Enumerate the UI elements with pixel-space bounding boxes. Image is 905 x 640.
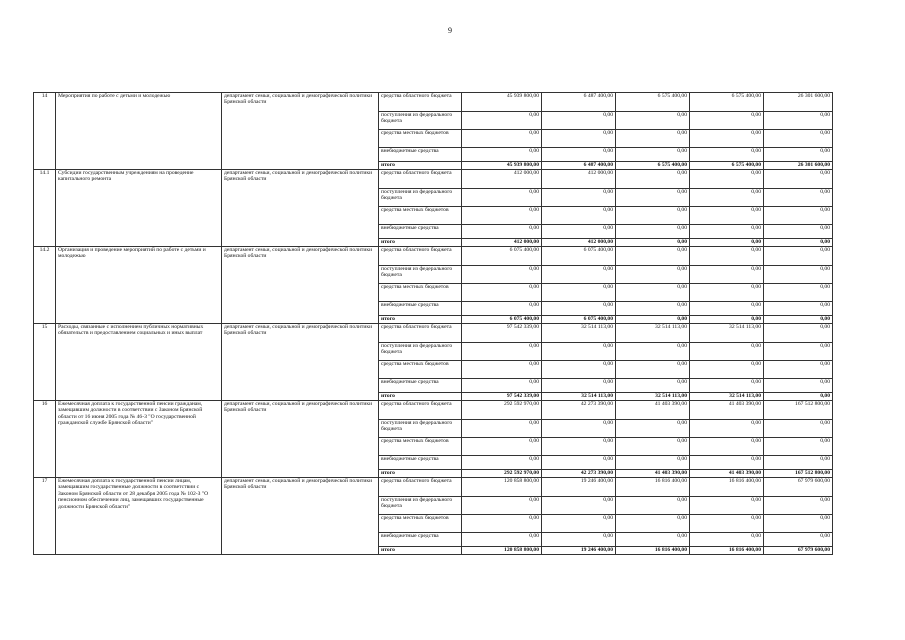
- amount-cell: 0,00: [542, 189, 616, 207]
- amount-cell: 41 403 390,00: [690, 470, 764, 478]
- amount-cell: 6 575 400,00: [616, 162, 690, 170]
- funding-source: средства местных бюджетов: [379, 361, 462, 379]
- amount-cell: 32 514 113,00: [616, 393, 690, 401]
- amount-cell: 0,00: [616, 515, 690, 533]
- row-number: 15: [34, 324, 56, 401]
- amount-cell: 19 246 400,00: [542, 478, 616, 497]
- amount-cell: 0,00: [462, 225, 542, 239]
- funding-source: средства областного бюджета: [379, 324, 462, 343]
- amount-cell: 0,00: [542, 302, 616, 316]
- amount-cell: 0,00: [690, 148, 764, 162]
- amount-cell: 0,00: [690, 247, 764, 266]
- amount-cell: 0,00: [764, 393, 833, 401]
- responsible-department: департамент семьи, социальной и демографической политики Брянской области: [222, 401, 379, 478]
- amount-cell: 0,00: [690, 420, 764, 438]
- amount-cell: 0,00: [542, 225, 616, 239]
- amount-cell: 0,00: [462, 148, 542, 162]
- amount-cell: 0,00: [690, 497, 764, 515]
- funding-source: итого: [379, 316, 462, 324]
- amount-cell: 292 592 970,00: [462, 470, 542, 478]
- funding-source: средства местных бюджетов: [379, 438, 462, 456]
- amount-cell: 0,00: [616, 438, 690, 456]
- amount-cell: 412 000,00: [542, 239, 616, 247]
- amount-cell: 45 939 800,00: [462, 93, 542, 112]
- row-number: 17: [34, 478, 56, 555]
- amount-cell: 0,00: [764, 515, 833, 533]
- measure-name: Организация и проведение мероприятий по работе с детьми и молодежью: [56, 247, 222, 324]
- amount-cell: 6 575 400,00: [690, 162, 764, 170]
- amount-cell: 97 542 339,00: [462, 393, 542, 401]
- funding-source: поступления из федерального бюджета: [379, 266, 462, 284]
- amount-cell: 0,00: [764, 302, 833, 316]
- amount-cell: 0,00: [690, 361, 764, 379]
- amount-cell: 0,00: [462, 302, 542, 316]
- funding-source: внебюджетные средства: [379, 148, 462, 162]
- funding-source: поступления из федерального бюджета: [379, 189, 462, 207]
- amount-cell: 0,00: [764, 189, 833, 207]
- amount-cell: 0,00: [542, 438, 616, 456]
- amount-cell: 16 816 400,00: [690, 547, 764, 555]
- funding-source: поступления из федерального бюджета: [379, 497, 462, 515]
- responsible-department: департамент семьи, социальной и демографической политики Брянской области: [222, 170, 379, 247]
- funding-source: средства областного бюджета: [379, 93, 462, 112]
- amount-cell: 292 592 970,00: [462, 401, 542, 420]
- amount-cell: 0,00: [690, 379, 764, 393]
- amount-cell: 0,00: [764, 533, 833, 547]
- amount-cell: 0,00: [542, 207, 616, 225]
- amount-cell: 0,00: [616, 284, 690, 302]
- amount-cell: 167 512 800,00: [764, 401, 833, 420]
- amount-cell: 0,00: [690, 343, 764, 361]
- amount-cell: 0,00: [690, 189, 764, 207]
- amount-cell: 0,00: [690, 316, 764, 324]
- funding-source: внебюджетные средства: [379, 379, 462, 393]
- row-number: 14.2: [34, 247, 56, 324]
- amount-cell: 0,00: [616, 189, 690, 207]
- amount-cell: 0,00: [764, 420, 833, 438]
- measure-name: Ежемесячная доплата к государственной пенсии лицам, замещавшим государственные должности в соответствии с Законом Брянской области от 28 декабря 2005 года № 102-З "О пенсионном обеспечении лиц, замещавших государственные должности Брянской области": [56, 478, 222, 555]
- measure-name: Расходы, связанные с исполнением публичных нормативных обязательств и предоставлением социальных и иных выплат: [56, 324, 222, 401]
- amount-cell: 0,00: [616, 247, 690, 266]
- amount-cell: 32 514 113,00: [616, 324, 690, 343]
- amount-cell: 0,00: [462, 456, 542, 470]
- amount-cell: 16 816 400,00: [690, 478, 764, 497]
- amount-cell: 0,00: [764, 225, 833, 239]
- amount-cell: 0,00: [542, 112, 616, 130]
- amount-cell: 0,00: [542, 379, 616, 393]
- funding-source: итого: [379, 470, 462, 478]
- responsible-department: департамент семьи, социальной и демографической политики Брянской области: [222, 247, 379, 324]
- amount-cell: 6 575 400,00: [616, 93, 690, 112]
- amount-cell: 0,00: [542, 148, 616, 162]
- responsible-department: департамент семьи, социальной и демографической политики Брянской области: [222, 93, 379, 170]
- amount-cell: 0,00: [542, 361, 616, 379]
- funding-source: итого: [379, 547, 462, 555]
- amount-cell: 0,00: [690, 239, 764, 247]
- amount-cell: 32 514 113,00: [690, 324, 764, 343]
- amount-cell: 32 514 113,00: [542, 393, 616, 401]
- amount-cell: 0,00: [462, 112, 542, 130]
- amount-cell: 0,00: [616, 239, 690, 247]
- funding-source: внебюджетные средства: [379, 302, 462, 316]
- amount-cell: 0,00: [764, 247, 833, 266]
- table-row: [34, 170, 833, 189]
- amount-cell: 0,00: [764, 316, 833, 324]
- amount-cell: 0,00: [764, 324, 833, 343]
- amount-cell: 167 512 800,00: [764, 470, 833, 478]
- amount-cell: 26 301 600,00: [764, 162, 833, 170]
- amount-cell: 0,00: [690, 533, 764, 547]
- amount-cell: 0,00: [542, 420, 616, 438]
- row-number: 16: [34, 401, 56, 478]
- amount-cell: 0,00: [462, 361, 542, 379]
- amount-cell: 0,00: [764, 438, 833, 456]
- amount-cell: 0,00: [690, 302, 764, 316]
- amount-cell: 0,00: [616, 266, 690, 284]
- amount-cell: 6 487 400,00: [542, 162, 616, 170]
- amount-cell: 0,00: [616, 207, 690, 225]
- amount-cell: 0,00: [616, 112, 690, 130]
- amount-cell: 0,00: [764, 170, 833, 189]
- amount-cell: 32 514 113,00: [542, 324, 616, 343]
- amount-cell: 0,00: [616, 170, 690, 189]
- amount-cell: 0,00: [764, 148, 833, 162]
- amount-cell: 0,00: [462, 284, 542, 302]
- amount-cell: 26 301 600,00: [764, 93, 833, 112]
- funding-source: внебюджетные средства: [379, 533, 462, 547]
- amount-cell: 6 487 400,00: [542, 93, 616, 112]
- amount-cell: 0,00: [542, 284, 616, 302]
- amount-cell: 0,00: [764, 284, 833, 302]
- amount-cell: 0,00: [616, 148, 690, 162]
- amount-cell: 0,00: [764, 497, 833, 515]
- funding-source: средства местных бюджетов: [379, 130, 462, 148]
- amount-cell: 0,00: [462, 438, 542, 456]
- funding-source: внебюджетные средства: [379, 225, 462, 239]
- amount-cell: 0,00: [764, 266, 833, 284]
- amount-cell: 0,00: [690, 112, 764, 130]
- amount-cell: 0,00: [690, 130, 764, 148]
- funding-source: средства местных бюджетов: [379, 515, 462, 533]
- measure-name: Субсидии государственным учреждениям на проведение капитального ремонта: [56, 170, 222, 247]
- amount-cell: 0,00: [542, 497, 616, 515]
- amount-cell: 0,00: [462, 420, 542, 438]
- funding-source: внебюджетные средства: [379, 456, 462, 470]
- amount-cell: 0,00: [462, 343, 542, 361]
- amount-cell: 45 939 800,00: [462, 162, 542, 170]
- amount-cell: 0,00: [462, 533, 542, 547]
- amount-cell: 0,00: [616, 316, 690, 324]
- amount-cell: 0,00: [690, 438, 764, 456]
- amount-cell: 0,00: [462, 189, 542, 207]
- funding-source: средства областного бюджета: [379, 247, 462, 266]
- amount-cell: 412 000,00: [462, 170, 542, 189]
- amount-cell: 0,00: [764, 456, 833, 470]
- amount-cell: 0,00: [616, 379, 690, 393]
- funding-source: средства областного бюджета: [379, 170, 462, 189]
- amount-cell: 16 816 400,00: [616, 478, 690, 497]
- funding-source: поступления из федерального бюджета: [379, 420, 462, 438]
- funding-source: средства местных бюджетов: [379, 207, 462, 225]
- amount-cell: 0,00: [616, 130, 690, 148]
- funding-source: поступления из федерального бюджета: [379, 343, 462, 361]
- amount-cell: 41 403 390,00: [690, 401, 764, 420]
- amount-cell: 19 246 400,00: [542, 547, 616, 555]
- amount-cell: 120 858 800,00: [462, 478, 542, 497]
- amount-cell: 120 858 800,00: [462, 547, 542, 555]
- table-row: [34, 324, 833, 343]
- amount-cell: 0,00: [462, 266, 542, 284]
- amount-cell: 0,00: [462, 130, 542, 148]
- amount-cell: 0,00: [542, 266, 616, 284]
- amount-cell: 67 979 600,00: [764, 547, 833, 555]
- amount-cell: 0,00: [616, 302, 690, 316]
- amount-cell: 0,00: [616, 343, 690, 361]
- amount-cell: 0,00: [764, 361, 833, 379]
- table-row: [34, 478, 833, 497]
- amount-cell: 0,00: [690, 515, 764, 533]
- amount-cell: 0,00: [764, 207, 833, 225]
- amount-cell: 42 273 390,00: [542, 401, 616, 420]
- funding-source: средства местных бюджетов: [379, 284, 462, 302]
- amount-cell: 0,00: [764, 112, 833, 130]
- row-number: 14.1: [34, 170, 56, 247]
- amount-cell: 0,00: [542, 343, 616, 361]
- amount-cell: 0,00: [690, 266, 764, 284]
- amount-cell: 412 000,00: [462, 239, 542, 247]
- amount-cell: 0,00: [542, 130, 616, 148]
- table-row: [34, 93, 833, 112]
- amount-cell: 6 075 400,00: [462, 316, 542, 324]
- amount-cell: 0,00: [764, 239, 833, 247]
- amount-cell: 32 514 113,00: [690, 393, 764, 401]
- responsible-department: департамент семьи, социальной и демографической политики Брянской области: [222, 324, 379, 401]
- amount-cell: 0,00: [616, 361, 690, 379]
- responsible-department: департамент семьи, социальной и демографической политики Брянской области: [222, 478, 379, 555]
- funding-source: средства областного бюджета: [379, 401, 462, 420]
- table-row: [34, 401, 833, 420]
- amount-cell: 41 403 390,00: [616, 470, 690, 478]
- funding-source: итого: [379, 162, 462, 170]
- amount-cell: 0,00: [690, 456, 764, 470]
- measure-name: Мероприятия по работе с детьми и молодежью: [56, 93, 222, 170]
- amount-cell: 6 575 400,00: [690, 93, 764, 112]
- amount-cell: 6 075 400,00: [542, 247, 616, 266]
- amount-cell: 0,00: [462, 497, 542, 515]
- amount-cell: 6 075 400,00: [542, 316, 616, 324]
- amount-cell: 0,00: [462, 379, 542, 393]
- measure-name: Ежемесячная доплата к государственной пенсии гражданам, замещавшим должности в соответствии с Законом Брянской области от 16 июня 2005 года № 46-З "О государственной гражданской службе Брянской области": [56, 401, 222, 478]
- amount-cell: 0,00: [690, 207, 764, 225]
- amount-cell: 42 273 390,00: [542, 470, 616, 478]
- amount-cell: 0,00: [616, 533, 690, 547]
- amount-cell: 412 000,00: [542, 170, 616, 189]
- amount-cell: 0,00: [616, 456, 690, 470]
- amount-cell: 97 542 339,00: [462, 324, 542, 343]
- amount-cell: 0,00: [690, 225, 764, 239]
- amount-cell: 0,00: [616, 420, 690, 438]
- amount-cell: 0,00: [764, 379, 833, 393]
- budget-table: [33, 92, 833, 555]
- amount-cell: 6 075 400,00: [462, 247, 542, 266]
- amount-cell: 0,00: [690, 170, 764, 189]
- amount-cell: 0,00: [764, 343, 833, 361]
- page-number: 9: [448, 26, 452, 35]
- amount-cell: 0,00: [764, 130, 833, 148]
- amount-cell: 0,00: [690, 284, 764, 302]
- amount-cell: 0,00: [542, 515, 616, 533]
- amount-cell: 0,00: [462, 515, 542, 533]
- amount-cell: 41 403 390,00: [616, 401, 690, 420]
- amount-cell: 16 816 400,00: [616, 547, 690, 555]
- amount-cell: 0,00: [616, 497, 690, 515]
- amount-cell: 67 979 600,00: [764, 478, 833, 497]
- amount-cell: 0,00: [616, 225, 690, 239]
- amount-cell: 0,00: [542, 456, 616, 470]
- funding-source: средства областного бюджета: [379, 478, 462, 497]
- row-number: 14: [34, 93, 56, 170]
- table-row: [34, 247, 833, 266]
- amount-cell: 0,00: [462, 207, 542, 225]
- funding-source: итого: [379, 393, 462, 401]
- amount-cell: 0,00: [542, 533, 616, 547]
- funding-source: поступления из федерального бюджета: [379, 112, 462, 130]
- funding-source: итого: [379, 239, 462, 247]
